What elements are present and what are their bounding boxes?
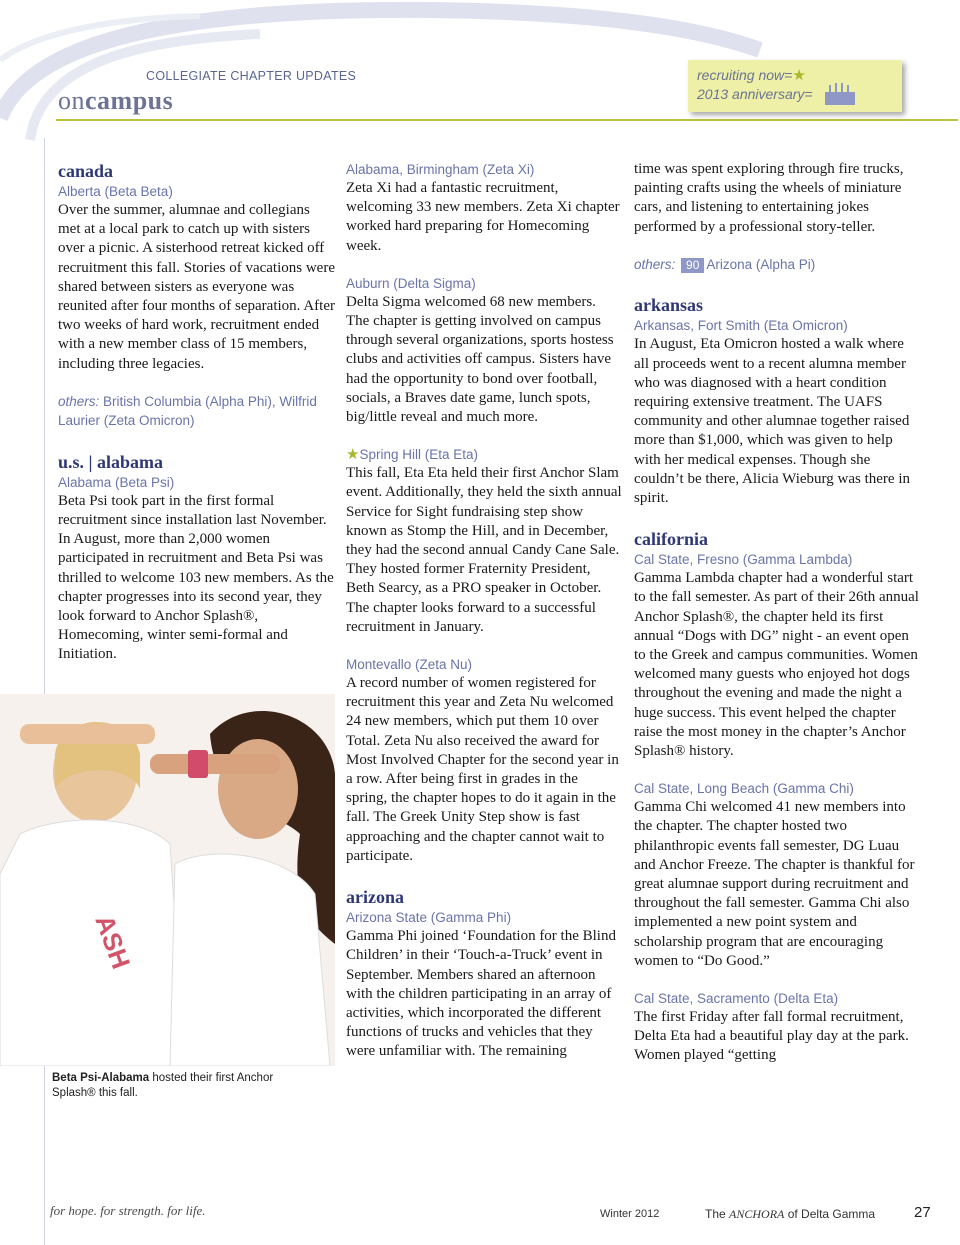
others-label: others: — [58, 393, 100, 409]
footer-season: Winter 2012 — [600, 1208, 660, 1220]
chapter-name-recruiting — [346, 445, 622, 464]
section-title-light: on — [58, 86, 85, 115]
chapter-report: Gamma Phi joined ‘Foundation for the Blind Children’ in their ‘Touch-a-Truck’ event in September. Members shared an afternoon with the children participating in an array of activities, which incorporated the different functions of trucks and vehicles that they were unfamiliar with. The remaining — [346, 928, 616, 1060]
legend-line-anniversary — [697, 85, 902, 104]
chapter-report: Zeta Xi had a fantastic recruitment, welcoming 33 new members. Zeta Xi chapter worked hard preparing for Homecoming week. — [346, 180, 620, 254]
chapter-name-text: Spring Hill (Eta Eta) — [359, 447, 478, 463]
legend-anniversary-label: 2013 anniversary= — [697, 86, 813, 102]
chapter-report: Over the summer, alumnae and collegians met at a local park to catch up with sisters over a picnic. A sisterhood retreat kicked off recruitment this fall. Stories of vacations were shared between sisters as everyone was reunited after four months of separation. After two weeks of hard work, recruitment ended with a new member class of 15 members, including three legacies. — [58, 202, 335, 372]
chapter-report: Delta Sigma welcomed 68 new members. The chapter is getting involved on campus through several organizations, sports hostess clubs and activities off campus. Sisters have had the opportunity to bond over football, socials, a Braves date game, lunch spots, big/little reveal and much more. — [346, 293, 614, 426]
star-icon: ★ — [792, 67, 806, 84]
column-2 — [346, 160, 622, 1062]
chapter-name: Auburn (Delta Sigma) — [346, 275, 476, 291]
chapter-report: Gamma Lambda chapter had a wonderful start to the fall semester. As part of their 26th annual Anchor Splash®, the chapter held its first annual “Dogs with DG” night - an event open to the Greek and campus communities. Women welcomed many guests who enjoyed hot dogs throughout the evening and made the night a huge success. This event helped the chapter raise the most money in the chapter’s Anchor Splash® history. — [634, 570, 919, 759]
chapter-name: Cal State, Fresno (Gamma Lambda) — [634, 552, 853, 568]
cake-icon — [823, 80, 857, 106]
column-3 — [634, 160, 919, 1066]
chapter-name: Cal State, Sacramento (Delta Eta) — [634, 991, 839, 1006]
footer-magazine — [705, 1207, 875, 1222]
chapter-report: In August, Eta Omicron hosted a walk where all proceeds went to a recent alumna member who was diagnosed with a heart condition requiring extensive treatment. The UAFS community and other alumnae together raised more than $1,000, which was given to help with her medical expenses. Though she couldn’t be there, Alicia Wieburg was there in spirit. — [634, 336, 910, 506]
section-title-bold: campus — [85, 86, 174, 115]
state-heading-arkansas: arkansas — [634, 295, 704, 316]
caption-text: hosted their first Anchor Splash® this fall. — [52, 1072, 274, 1099]
caption-bold: Beta Psi-Alabama — [52, 1072, 150, 1084]
chapter-report: Gamma Chi welcomed 41 new members into the chapter. The chapter hosted two philanthropic events fall semester, DG Luau and Anchor Freeze. The chapter is thankful for great alumnae support during recruitment and throughout the fall semester. Gamma Chi also implemented a new point system and scholarship program that are encouraging women to “Do Good.” — [634, 799, 915, 969]
legend-note — [688, 60, 902, 112]
page-number: 27 — [914, 1204, 931, 1221]
shirt-text: ASH — [89, 910, 137, 973]
photo-beta-psi-alabama — [0, 694, 335, 1066]
others-line — [58, 392, 336, 431]
legend-recruiting-label: recruiting now= — [697, 67, 793, 83]
left-margin-rule — [44, 138, 45, 1245]
footer-mag-pre: The — [705, 1207, 726, 1221]
footer-motto: for hope. for strength. for life. — [50, 1203, 206, 1218]
others-label: others: — [634, 256, 676, 272]
chapter-name: Alberta (Beta Beta) — [58, 184, 173, 199]
state-heading-california: california — [634, 529, 708, 550]
chapter-report-continued: time was spent exploring through fire trucks, painting crafts using the wheels of miniature cars, and listening to entertaining jokes performed by a professional story-teller. — [634, 161, 904, 235]
column-1 — [58, 160, 336, 665]
section-kicker: COLLEGIATE CHAPTER UPDATES — [146, 69, 357, 83]
state-heading-canada: canada — [58, 161, 114, 181]
others-list: Arizona (Alpha Pi) — [706, 256, 816, 272]
title-rule — [56, 119, 958, 121]
anniversary-badge: 90 — [681, 258, 704, 273]
photo-caption — [52, 1071, 312, 1101]
photo-illustration — [0, 694, 335, 1066]
footer-mag-name: ANCHORA — [729, 1207, 785, 1221]
chapter-name: Alabama (Beta Psi) — [58, 474, 175, 490]
footer-mag-post: of Delta Gamma — [787, 1207, 876, 1221]
chapter-name: Cal State, Long Beach (Gamma Chi) — [634, 781, 854, 797]
chapter-name: Alabama, Birmingham (Zeta Xi) — [346, 162, 535, 177]
chapter-name: Arizona State (Gamma Phi) — [346, 910, 512, 926]
chapter-name: Montevallo (Zeta Nu) — [346, 657, 473, 673]
chapter-report: A record number of women registered for recruitment this year and Zeta Nu welcomed 24 new members, which put them 10 over Total. Zeta Nu also received the award for Most Involved Chapter for the second year in a row. After being first in grades in the spring, the chapter hopes to do it again in the fall. The Greek Unity Step show is fast approaching and the chapter cannot wait to participate. — [346, 675, 619, 864]
chapter-report: The first Friday after fall formal recruitment, Delta Eta had a beautiful play day at the park. Women played “getting — [634, 1009, 909, 1064]
state-heading-alabama: u.s. | alabama — [58, 451, 163, 472]
star-icon: ★ — [346, 446, 360, 464]
section-title — [58, 86, 173, 116]
state-heading-arizona: arizona — [346, 887, 404, 908]
chapter-report: This fall, Eta Eta held their first Anchor Slam event. Additionally, they held the sixth annual Service for Sight fundraising step show known as Stomp the Hill, and in December, they had the second annual Candy Cane Sale. They hosted former Fraternity President, Beth Searcy, as a PRO speaker in October. The chapter looks forward to a successful recruitment in January. — [346, 465, 622, 635]
chapter-report: Beta Psi took part in the first formal recruitment since installation last November. In August, more than 2,000 women participated in recruitment and Beta Psi was thrilled to welcome 103 new members. As the chapter progresses into its second year, they look forward to Anchor Splash®, Homecoming, winter semi-formal and Initiation. — [58, 492, 334, 663]
legend-line-recruiting — [697, 66, 902, 85]
others-list: British Columbia (Alpha Phi), Wilfrid Laurier (Zeta Omicron) — [58, 393, 317, 429]
chapter-name: Arkansas, Fort Smith (Eta Omicron) — [634, 318, 848, 334]
others-line — [634, 255, 919, 275]
